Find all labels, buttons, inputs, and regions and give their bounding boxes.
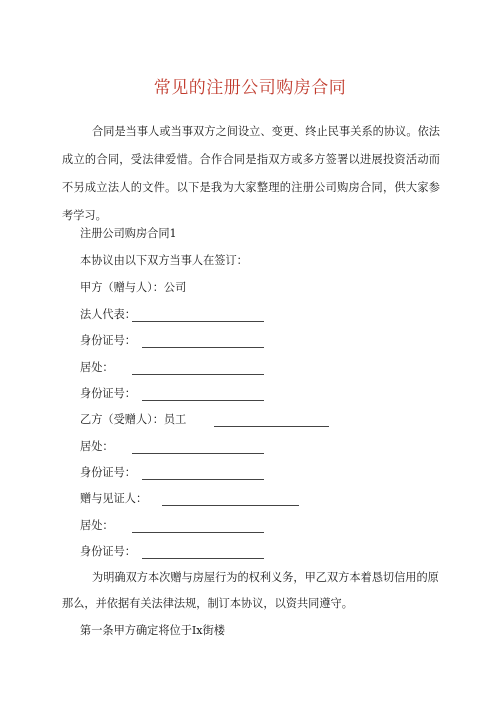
- legal-rep-blank: [132, 321, 264, 322]
- residence-blank-2: [132, 453, 264, 454]
- id-number-label-3: 身份证号：: [80, 466, 136, 479]
- residence-blank-3: [132, 532, 264, 533]
- residence-label-2: 居处：: [80, 440, 114, 453]
- party-b-line: 乙方（受赠人）：员工: [80, 413, 187, 426]
- residence-blank-1: [132, 374, 264, 375]
- party-b-blank: [214, 426, 329, 427]
- id-number-blank-1: [142, 347, 264, 348]
- legal-rep-label: 法人代表：: [80, 308, 136, 321]
- article-1-line: 第一条甲方确定将位于Ix街楼: [80, 624, 225, 637]
- witness-label: 赠与见证人：: [80, 492, 148, 505]
- id-number-label-2: 身份证号：: [80, 387, 136, 400]
- contract-heading: 注册公司购房合同1: [80, 227, 177, 240]
- id-number-label-4: 身份证号：: [80, 545, 136, 558]
- residence-label-3: 居处：: [80, 519, 114, 532]
- document-title: 常见的注册公司购房合同: [153, 78, 347, 98]
- id-number-label-1: 身份证号：: [80, 334, 136, 347]
- id-number-blank-3: [142, 479, 264, 480]
- agreement-line: 本协议由以下双方当事人在签订：: [80, 254, 248, 267]
- party-a-line: 甲方（赠与人）：公司: [80, 281, 187, 294]
- purpose-paragraph: 为明确双方本次赠与房屋行为的权利义务，甲乙双方本着恳切信用的原那么，并依据有关法律法规，制订本协议，以资共同遵守。: [62, 571, 439, 610]
- witness-blank: [162, 505, 299, 506]
- intro-paragraph: 合同是当事人或当事双方之间设立、变更、终止民事关系的协议。依法成立的合同，受法律爱惜。合作合同是指双方或多方签署以进展投资活动而不另成立法人的文件。以下是我为大家整理的注册公司购房合同，供大家参考学习。: [62, 125, 440, 222]
- id-number-blank-4: [142, 558, 264, 559]
- id-number-blank-2: [142, 400, 264, 401]
- residence-label-1: 居处：: [80, 361, 114, 374]
